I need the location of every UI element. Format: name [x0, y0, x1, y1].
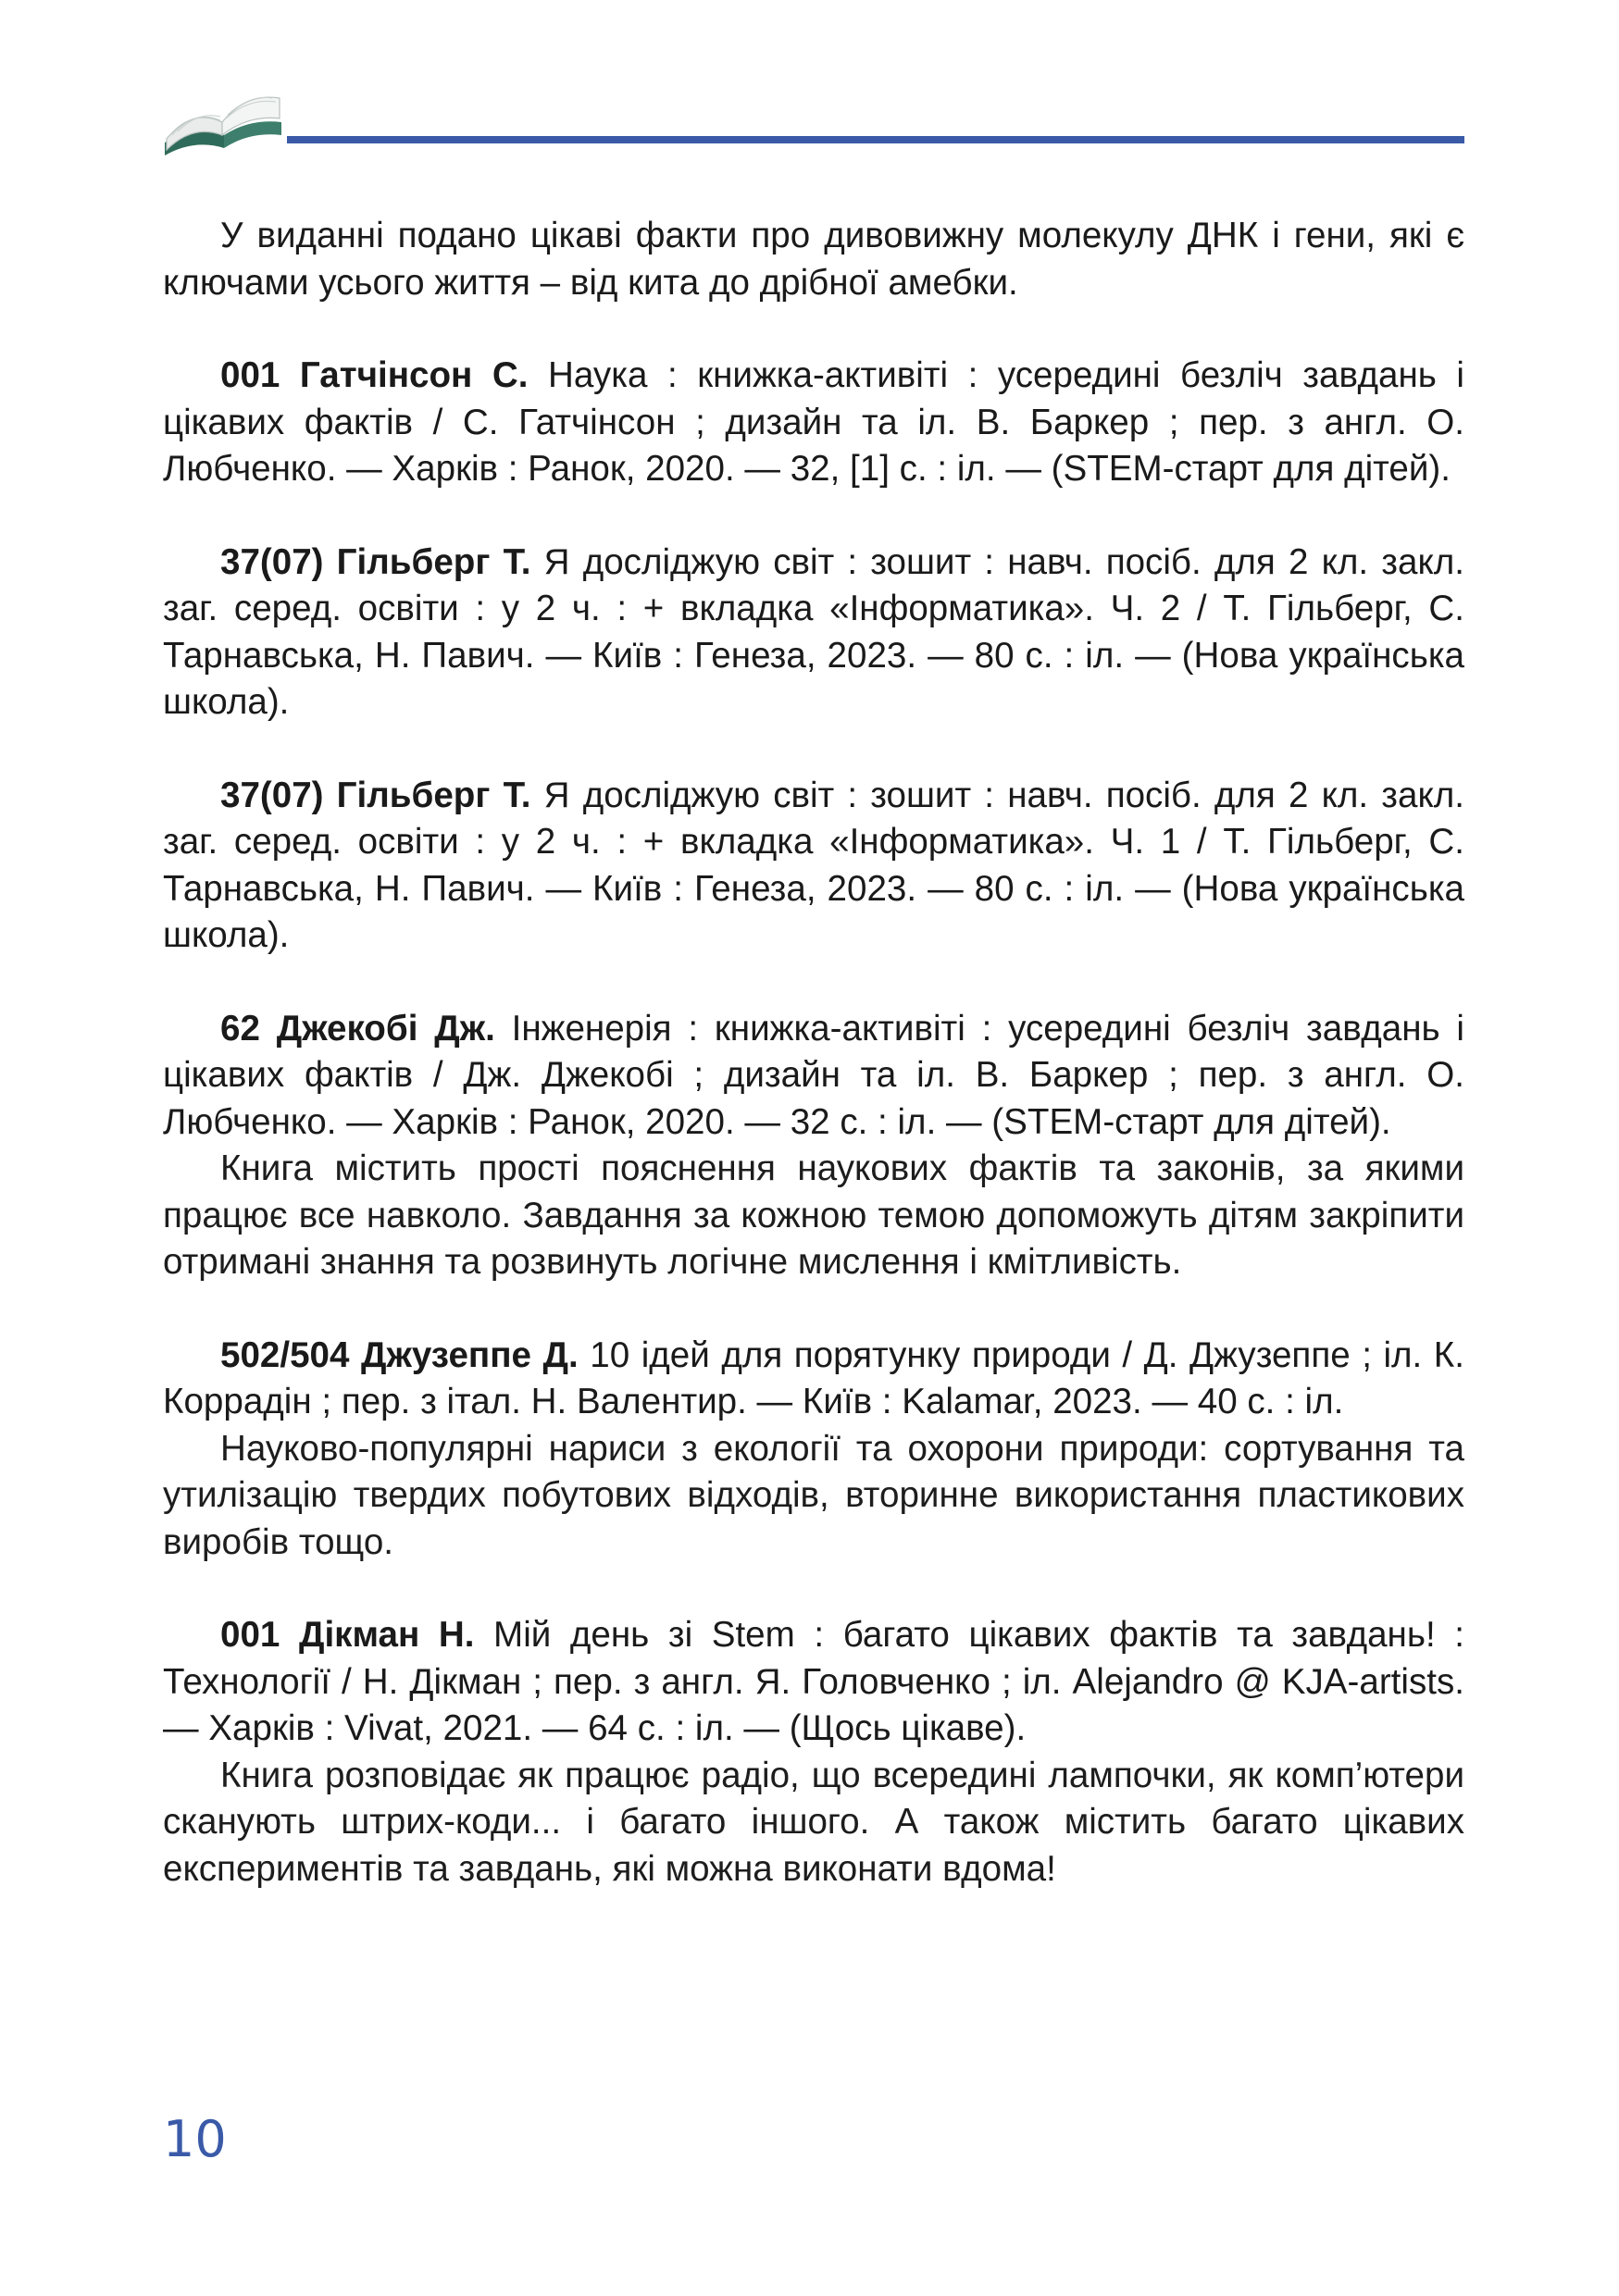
bibliography-entry	[163, 540, 1464, 726]
intro-text: У виданні подано цікаві факти про дивовижну молекулу ДНК і гени, які є ключами усього життя – від кита до дрібної амебки.	[163, 216, 1464, 303]
open-book-icon	[157, 70, 287, 163]
entry-text: 10 ідей для порятунку природи / Д. Джузеппе ; іл. К. Коррадін ; пер. з італ. Н. Валентир. — Київ : Kalamar, 2023. — 40 с. : іл.	[163, 1334, 1464, 1421]
entry-text: Інженерія : книжка-активіті : усередині безліч завдань і цікавих фактів / Дж. Джекобі ; дизайн та іл. В. Баркер ; пер. з англ. О. Любченко. — Харків : Ранок, 2020. — 32 с. : іл. — (STEM-старт для дітей).	[163, 1008, 1465, 1142]
entry-ref: 62 Джекобі Дж.	[220, 1008, 495, 1049]
entry-text: Наука : книжка-активіті : усередині безліч завдань і цікавих фактів / С. Гатчінсон ; дизайн та іл. В. Баркер ; пер. з англ. О. Любченко. — Харків : Ранок, 2020. — 32, [1] с. : іл. — (STEM-старт для дітей).	[163, 355, 1464, 489]
page-number: 10	[163, 2110, 227, 2168]
page-content	[163, 213, 1464, 1893]
entry-description: Книга розповідає як працює радіо, що всередині лампочки, як комп’ютери сканують штрих-коди... і багато іншого. А також містить багато цікавих експериментів та завдань, які можна виконати вдома!	[163, 1755, 1464, 1889]
entry-text: Мій день зі Stem : багато цікавих фактів та завдань! : Технології / Н. Дікман ; пер. з англ. Я. Головченко ; іл. Alejandro @ KJA-artists. — Харків : Vivat, 2021. — 64 с. : іл. — (Щось цікаве).	[163, 1615, 1464, 1748]
entry-text: Я досліджую світ : зошит : навч. посіб. для 2 кл. закл. заг. серед. освіти : у 2 ч. : + вкладка «Інформатика». Ч. 1 / Т. Гільберг, С. Тарнавська, Н. Павич. — Київ : Генеза, 2023. — 80 с. : іл. — (Нова українська школа).	[163, 775, 1464, 955]
bibliography-entry	[163, 1612, 1464, 1893]
intro-entry	[163, 213, 1464, 306]
entry-ref: 001 Гатчінсон С.	[220, 355, 529, 395]
header-rule	[287, 136, 1464, 143]
bibliography-entry	[163, 1333, 1464, 1567]
bibliography-entry	[163, 773, 1464, 960]
entry-ref: 37(07) Гільберг Т.	[220, 541, 531, 582]
entry-ref: 502/504 Джузеппе Д.	[220, 1334, 579, 1375]
entry-description: Книга містить прості пояснення наукових фактів та законів, за якими працює все навколо. Завдання за кожною темою допоможуть дітям закріпити отримані знання та розвинуть логічне мислення і кмітливість.	[163, 1148, 1464, 1282]
bibliography-entry	[163, 353, 1464, 493]
bibliography-entry	[163, 1006, 1464, 1286]
entry-text: Я досліджую світ : зошит : навч. посіб. для 2 кл. закл. заг. серед. освіти : у 2 ч. : + вкладка «Інформатика». Ч. 2 / Т. Гільберг, С. Тарнавська, Н. Павич. — Київ : Генеза, 2023. — 80 с. : іл. — (Нова українська школа).	[163, 541, 1464, 722]
entry-description: Науково-популярні нариси з екології та охорони природи: сортування та утилізацію твердих побутових відходів, вторинне використання пластикових виробів тощо.	[163, 1428, 1464, 1562]
entry-ref: 37(07) Гільберг Т.	[220, 775, 531, 815]
entry-ref: 001 Дікман Н.	[220, 1615, 475, 1655]
